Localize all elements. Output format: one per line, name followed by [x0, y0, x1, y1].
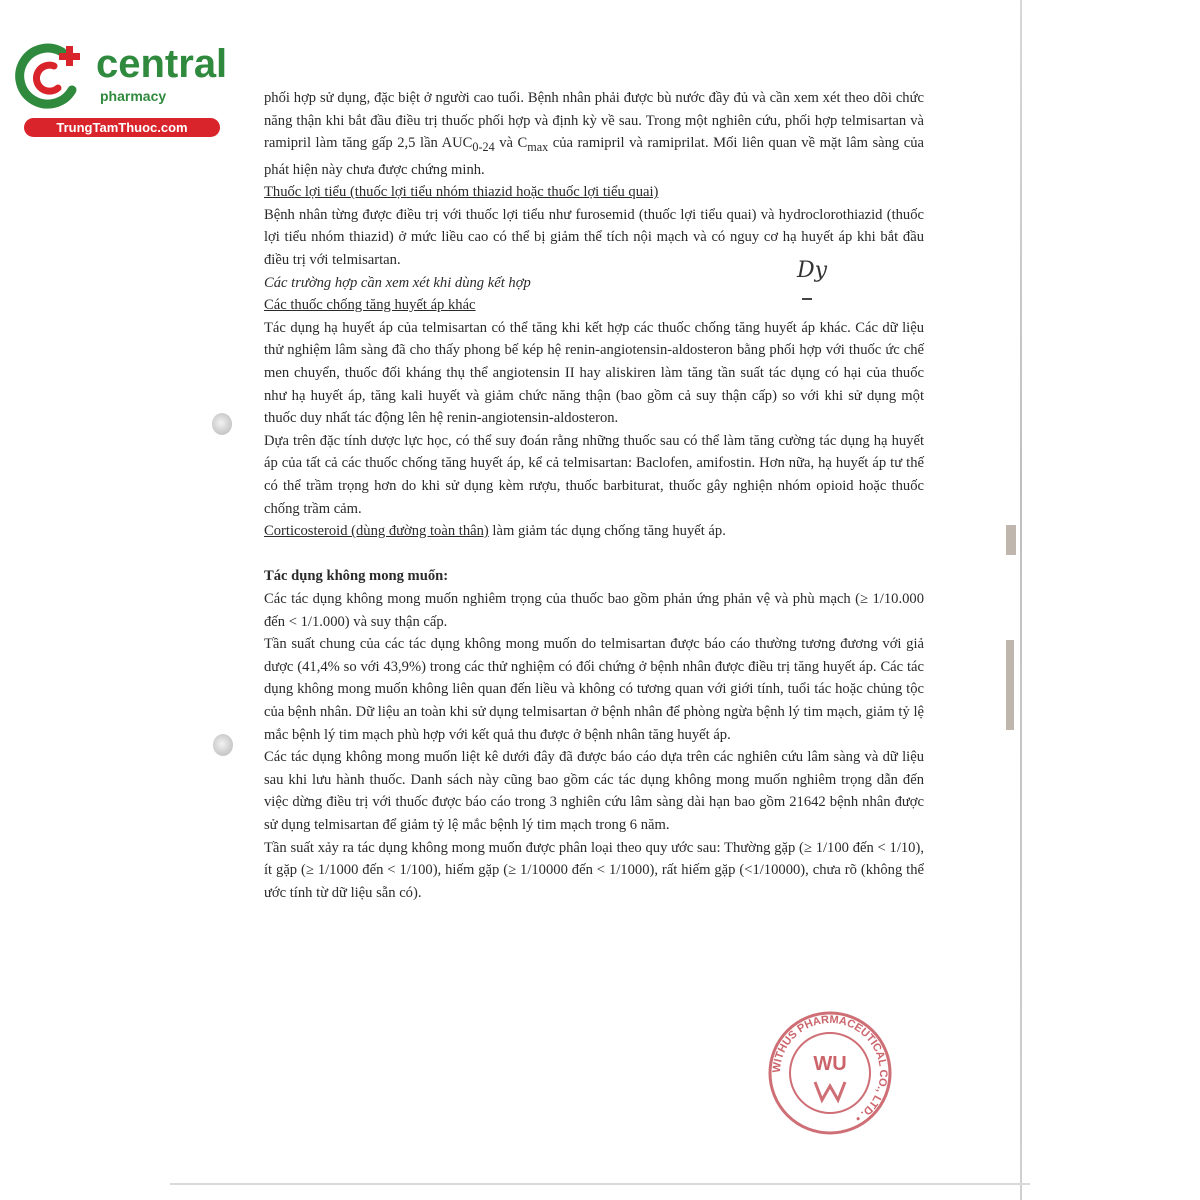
section-heading: Thuốc lợi tiểu (thuốc lợi tiểu nhóm thiazid hoặc thuốc lợi tiểu quai): [264, 184, 659, 201]
punch-hole: [213, 734, 233, 756]
company-stamp: [765, 1008, 895, 1138]
document-body: [264, 87, 924, 904]
stamp-initials: WU: [813, 1053, 847, 1075]
spacer: [264, 543, 924, 566]
annotation-dash: [802, 298, 812, 300]
logo-subtitle: pharmacy: [100, 88, 167, 104]
paragraph: Các tác dụng không mong muốn nghiêm trọng của thuốc bao gồm phản ứng phản vệ và phù mạch (≥ 1/10.000 đến < 1/1.000) và suy thận cấp.: [264, 590, 924, 630]
section-heading: Các thuốc chống tăng huyết áp khác: [264, 297, 476, 314]
paragraph: Tần suất xảy ra tác dụng không mong muốn được phân loại theo quy ước sau: Thường gặp (≥ 1/100 đến < 1/10), ít gặp (≥ 1/1000 đến < 1/100), hiếm gặp (≥ 1/10000 đến < 1/1000), rất hiếm gặp (<1/10000), chưa rõ (không thể ước tính từ dữ liệu sẵn có).: [264, 839, 924, 901]
logo-url-banner: TrungTamThuoc.com: [24, 118, 220, 137]
paragraph: Corticosteroid (dùng đường toàn thân) làm giảm tác dụng chống tăng huyết áp.: [264, 523, 726, 540]
punch-hole: [212, 413, 232, 435]
logo-name: central: [96, 42, 228, 86]
paragraph: Dựa trên đặc tính dược lực học, có thể suy đoán rằng những thuốc sau có thể làm tăng cường tác dụng hạ huyết áp của tất cả các thuốc chống tăng huyết áp, kể cả telmisartan: Baclofen, amifostin. Hơn nữa, hạ huyết áp tư thế có thể trầm trọng hơn do khi sử dụng kèm rượu, thuốc barbiturat, thuốc gây nghiện nhóm opioid hoặc thuốc chống trầm cảm.: [264, 432, 924, 517]
paragraph: Các tác dụng không mong muốn liệt kê dưới đây đã được báo cáo dựa trên các nghiên cứu lâm sàng và dữ liệu sau khi lưu hành thuốc. Danh sách này cũng bao gồm các tác dụng không mong muốn nghiêm trọng dẫn đến việc dừng điều trị với thuốc được báo cáo trong 3 nghiên cứu lâm sàng dài hạn bao gồm 21642 bệnh nhân được sử dụng telmisartan để giảm tỷ lệ mắc bệnh lý tim mạch trong 6 năm.: [264, 749, 924, 833]
page-edge-bottom: [170, 1183, 1030, 1185]
edge-mark: [1006, 640, 1014, 730]
paragraph: Tần suất chung của các tác dụng không mong muốn do telmisartan được báo cáo thường tương đương với giả dược (41,4% so với 43,9%) trong các thử nghiệm có đối chứng ở bệnh nhân được điều trị tăng huyết áp. Các tác dụng không mong muốn không liên quan đến liều và không có tương quan với giới tính, tuổi tác hoặc chủng tộc của bệnh nhân. Dữ liệu an toàn khi sử dụng telmisartan ở bệnh nhân để phòng ngừa bệnh lý tim mạch, giảm tỷ lệ mắc bệnh lý tim mạch phù hợp với kết quả thu được ở bệnh nhân tăng huyết áp.: [264, 636, 924, 743]
section-heading: Các trường hợp cần xem xét khi dùng kết hợp: [264, 274, 531, 291]
paragraph: phối hợp sử dụng, đặc biệt ở người cao tuổi. Bệnh nhân phải được bù nước đầy đủ và cần xem xét theo dõi chức năng thận khi bắt đầu điều trị thuốc phối hợp và định kỳ về sau. Trong một nghiên cứu, phối hợp telmisartan và ramipril làm tăng gấp 2,5 lần $AUC_{0-24}$ và $C_{max}$ của ramipril và ramiprilat. Mối liên quan về mặt lâm sàng của phát hiện này chưa được chứng minh.: [264, 90, 924, 178]
stamp-ring-text: WITHUS PHARMACEUTICAL CO., LTD. •: [770, 1013, 890, 1125]
edge-mark: [1006, 525, 1016, 555]
handwritten-annotation: Dy: [797, 258, 828, 283]
paragraph: Bệnh nhân từng được điều trị với thuốc lợi tiểu như furosemid (thuốc lợi tiểu quai) và hydroclorothiazid (thuốc lợi tiểu nhóm thiazid) ở mức liều cao có thể bị giảm thể tích nội mạch và có nguy cơ hạ huyết áp khi bắt đầu điều trị với telmisartan.: [264, 206, 924, 269]
central-pharmacy-logo: [10, 38, 228, 138]
page-edge: [1020, 0, 1022, 1200]
paragraph: Tác dụng hạ huyết áp của telmisartan có thể tăng khi kết hợp các thuốc chống tăng huyết áp khác. Các dữ liệu thử nghiệm lâm sàng đã cho thấy phong bế kép hệ renin-angiotensin-aldosteron bằng phối hợp với thuốc ức chế men chuyển, thuốc đối kháng thụ thể angiotensin II hay aliskiren làm tăng tần suất tác dụng có hại của thuốc như hạ huyết áp, tăng kali huyết và giảm chức năng thận (bao gồm cả suy thận cấp) so với khi sử dụng một thuốc duy nhất tác động lên hệ renin-angiotensin-aldosteron.: [264, 319, 924, 427]
section-heading: Tác dụng không mong muốn:: [264, 568, 449, 585]
pharmacy-cross-icon: [10, 38, 88, 116]
